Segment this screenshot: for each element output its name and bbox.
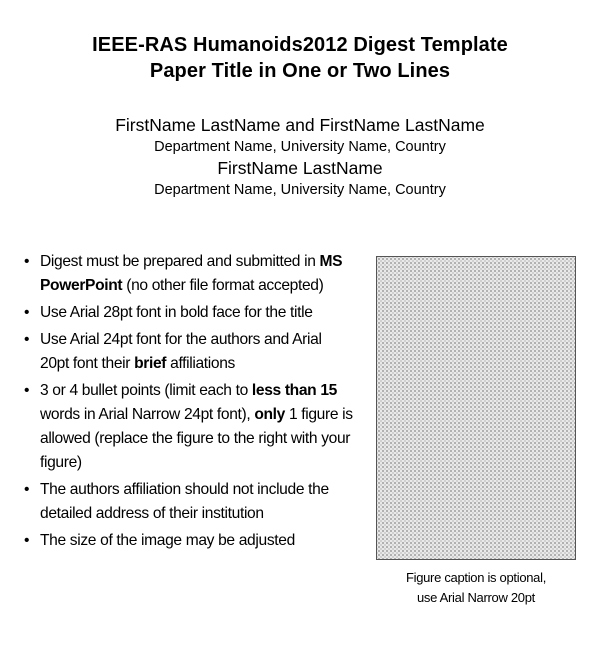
bullet-bold-text: less than 15 [251, 382, 337, 399]
bullet-dot-icon: • [24, 304, 30, 321]
bullet-list [24, 250, 354, 556]
bullet-item [24, 478, 354, 526]
bullet-text: 1 figure is allowed (replace the figure to the right with your figure) [40, 406, 353, 471]
bullet-item [24, 328, 354, 376]
paper-title-line-1: IEEE-RAS Humanoids2012 Digest Template [92, 34, 508, 56]
bullet-bold-text: only [254, 406, 285, 423]
bullet-dot-icon: • [24, 481, 30, 498]
bullet-item [24, 250, 354, 298]
bullet-text: Digest must be prepared and submitted in [40, 253, 320, 270]
bullet-text: 3 or 4 bullet points (limit each to [40, 382, 252, 399]
bullet-text: affiliations [166, 355, 235, 372]
bullet-bold-text: brief [134, 355, 167, 372]
author-line-2: FirstName LastName [217, 158, 383, 178]
bullet-text: words in Arial Narrow 24pt font), [40, 406, 255, 423]
affiliation-line-2: Department Name, University Name, Country [154, 182, 446, 198]
bullet-bold-text: MS PowerPoint [40, 253, 343, 294]
bullet-text: The size of the image may be adjusted [40, 532, 295, 549]
figure-placeholder [376, 256, 576, 560]
bullet-item [24, 529, 354, 553]
affiliation-line-1: Department Name, University Name, Country [154, 139, 446, 155]
bullet-text: (no other file format accepted) [122, 277, 324, 294]
bullet-item [24, 301, 354, 325]
bullet-dot-icon: • [24, 331, 30, 348]
bullet-dot-icon: • [24, 253, 30, 270]
bullet-dot-icon: • [24, 532, 30, 549]
paper-title-line-2: Paper Title in One or Two Lines [149, 60, 451, 82]
author-line-1: FirstName LastName and FirstName LastName [115, 115, 485, 135]
bullet-text: Use Arial 28pt font in bold face for the title [40, 304, 313, 321]
figure-caption-line-1: Figure caption is optional, [405, 570, 547, 585]
bullet-item [24, 379, 354, 475]
figure-caption-line-2: use Arial Narrow 20pt [417, 590, 535, 605]
bullet-dot-icon: • [24, 382, 30, 399]
bullet-text: Use Arial 24pt font for the authors and Arial 20pt font their [40, 331, 322, 372]
bullet-text: The authors affiliation should not include the detailed address of their institution [40, 481, 329, 522]
